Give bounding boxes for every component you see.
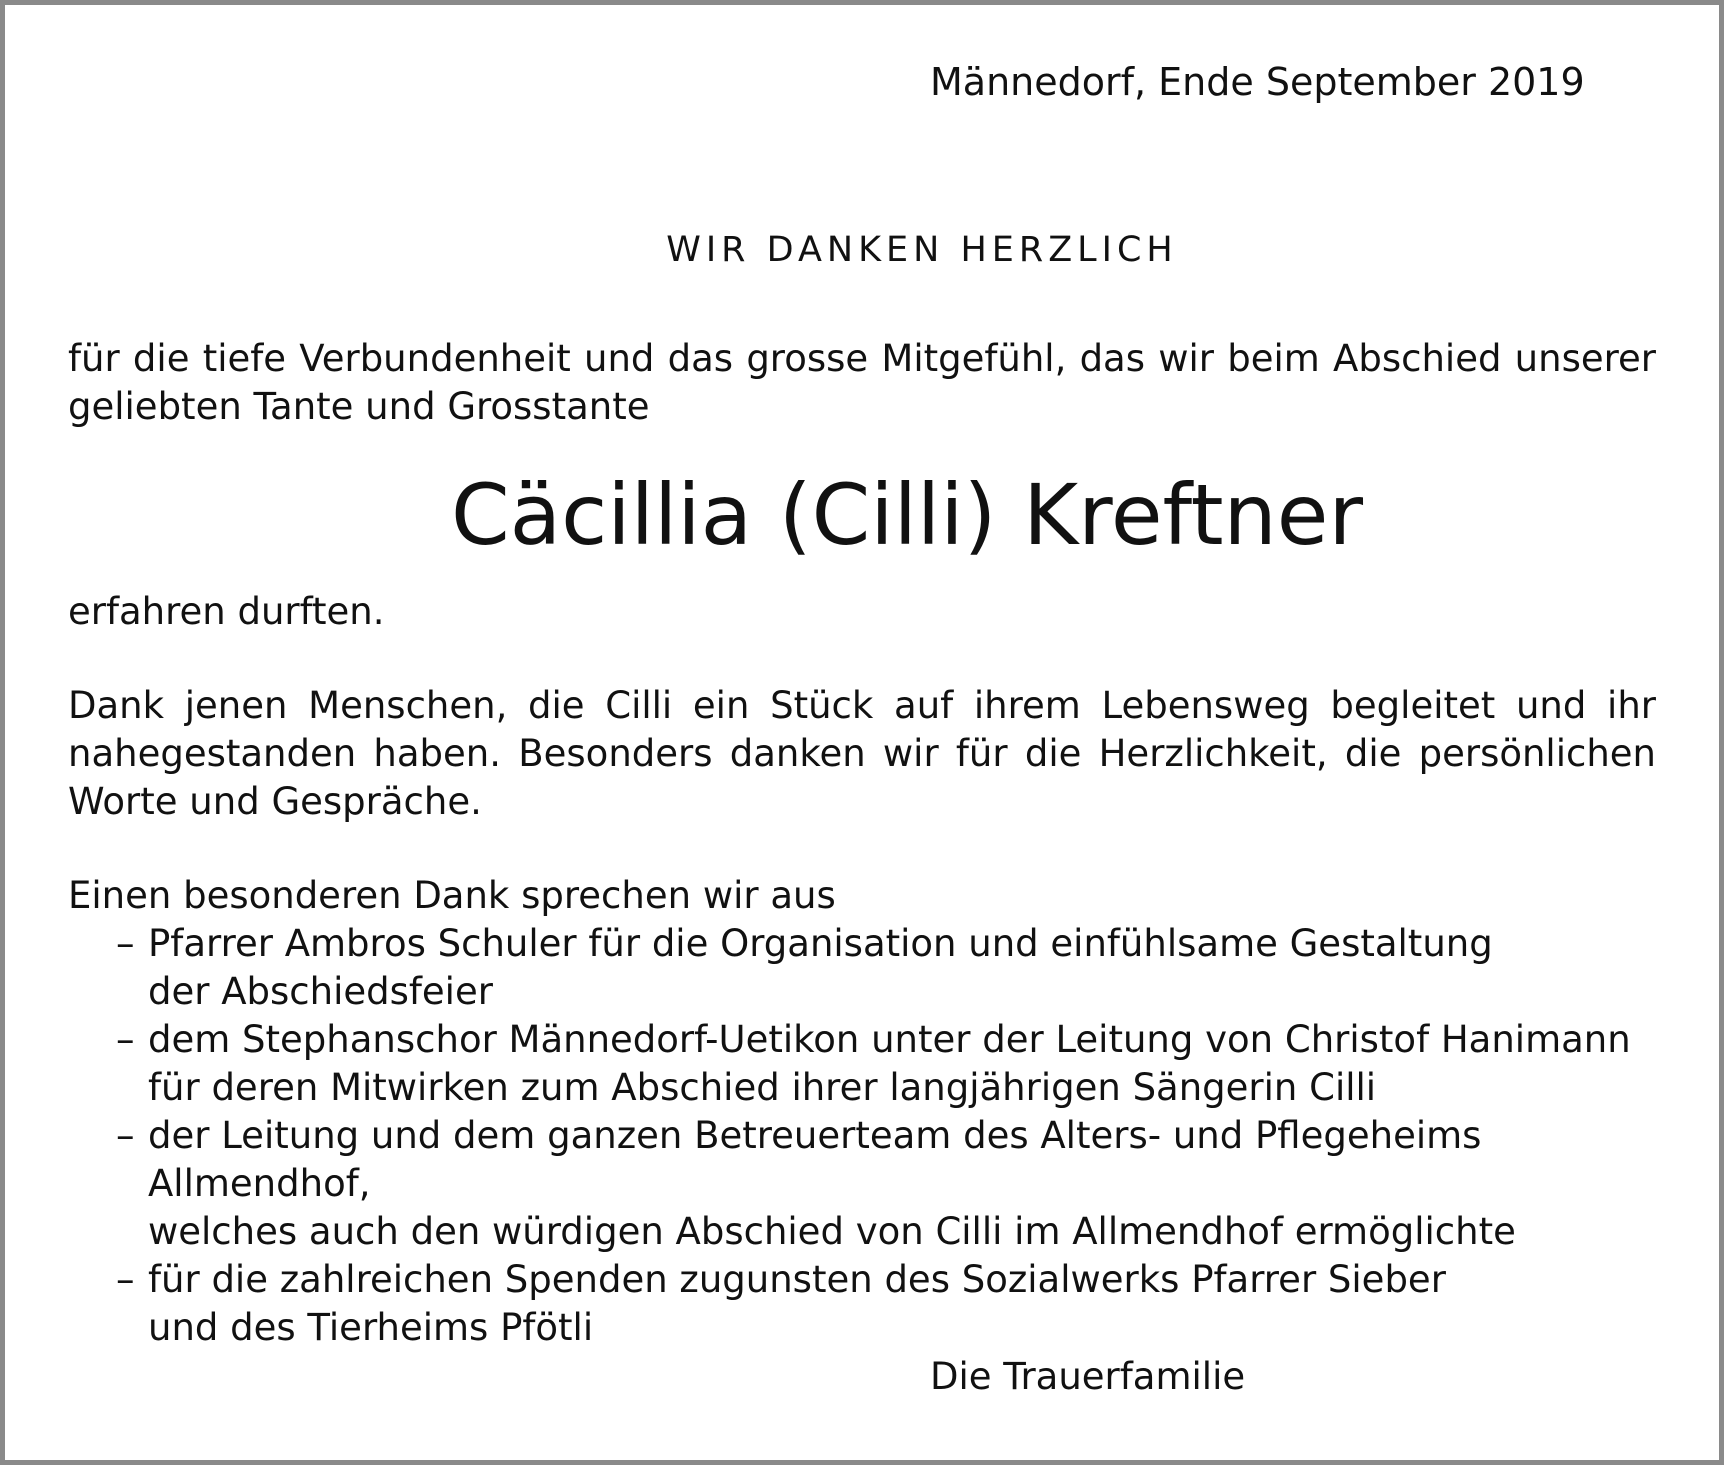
dash-bullet: –: [116, 1258, 135, 1301]
list-item-line: welches auch den würdigen Abschied von Cilli im Allmendhof ermöglichte: [148, 1210, 1516, 1253]
list-item: [116, 1112, 1656, 1256]
list-item-line: dem Stephanschor Männedorf-Uetikon unter der Leitung von Christof Hanimann: [148, 1018, 1631, 1061]
place-date: Männedorf, Ende September 2019: [930, 60, 1585, 104]
dash-bullet: –: [116, 1114, 135, 1157]
dash-bullet: –: [116, 1018, 135, 1061]
notice-heading: WIR DANKEN HERZLICH: [666, 230, 1178, 270]
thanks-paragraph: Dank jenen Menschen, die Cilli ein Stück auf ihrem Lebensweg begleitet und ihr nahegestanden haben. Besonders danken wir für die Herzlichkeit, die persönlichen Worte und Gespräche.: [68, 684, 1656, 823]
list-item: [116, 920, 1656, 1016]
list-item-line: der Leitung und dem ganzen Betreuerteam des Alters- und Pflegeheims Allmendhof,: [148, 1114, 1482, 1205]
dash-bullet: –: [116, 922, 135, 965]
list-item-line: und des Tierheims Pfötli: [148, 1306, 594, 1349]
list-item-line: für die zahlreichen Spenden zugunsten des Sozialwerks Pfarrer Sieber: [148, 1258, 1446, 1301]
special-thanks-intro: Einen besonderen Dank sprechen wir aus: [68, 874, 836, 917]
intro-paragraph: für die tiefe Verbundenheit und das grosse Mitgefühl, das wir beim Abschied unserer geliebten Tante und Grosstante: [68, 337, 1656, 428]
list-item: [116, 1016, 1656, 1112]
list-item: [116, 1256, 1656, 1352]
list-item-line: für deren Mitwirken zum Abschied ihrer langjährigen Sängerin Cilli: [148, 1066, 1377, 1109]
deceased-name: Cäcillia (Cilli) Kreftner: [450, 466, 1364, 564]
special-thanks-list: [116, 920, 1656, 1352]
list-item-line: Pfarrer Ambros Schuler für die Organisation und einfühlsame Gestaltung: [148, 922, 1493, 965]
obituary-thank-you-notice: [68, 0, 1656, 1465]
list-item-line: der Abschiedsfeier: [148, 970, 493, 1013]
intro-closing: erfahren durften.: [68, 590, 385, 633]
signature: Die Trauerfamilie: [930, 1355, 1246, 1398]
